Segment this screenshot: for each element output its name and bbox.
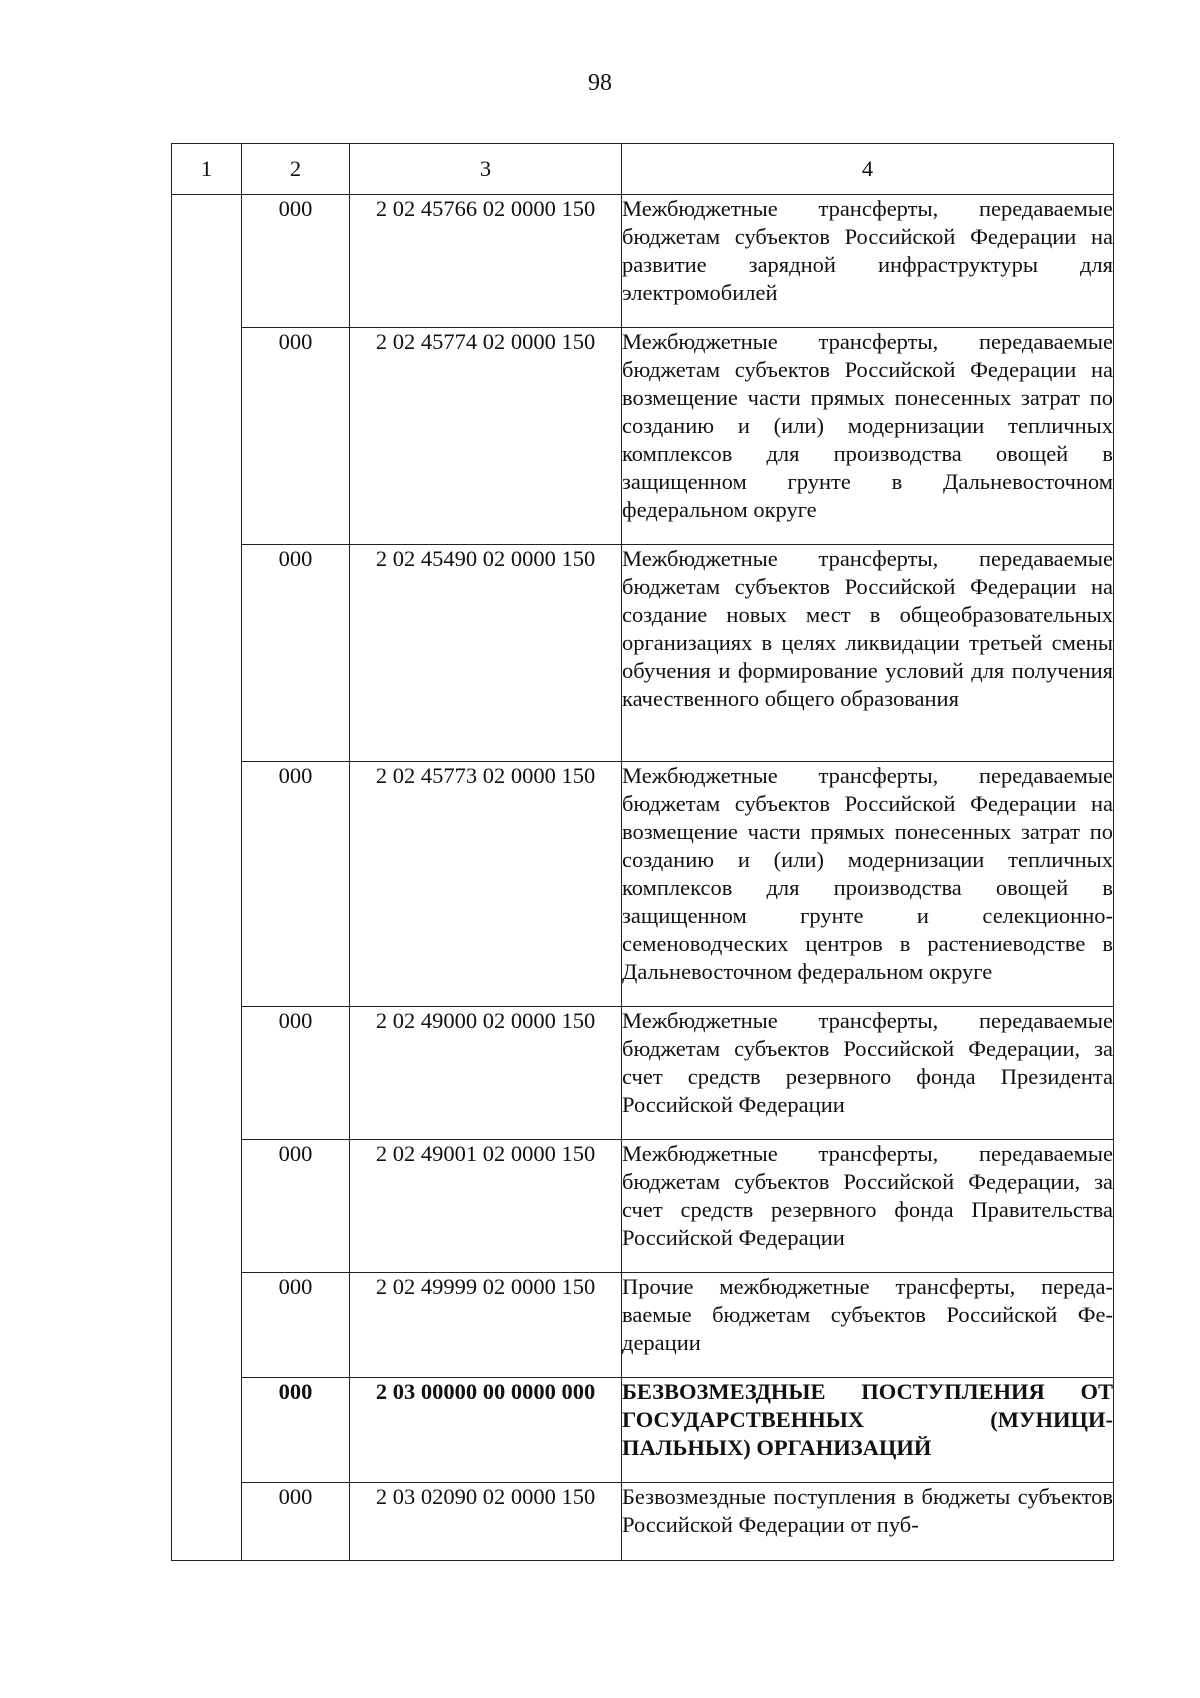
table-body (172, 195, 1114, 1561)
table-row (172, 762, 1114, 1007)
empty-col-1-cell (172, 195, 242, 1561)
header-col-3: 3 (350, 144, 622, 195)
budget-code-cell: 2 02 45490 02 0000 150 (350, 545, 622, 762)
budget-revenue-table (171, 143, 1114, 1561)
budget-code-cell: 2 03 02090 02 0000 150 (350, 1483, 622, 1561)
admin-code-cell: 000 (242, 1273, 350, 1378)
description-cell: БЕЗВОЗМЕЗДНЫЕ ПОСТУПЛЕНИЯ ОТ ГОСУДАРСТВЕННЫХ (МУНИЦИПАЛЬНЫХ) ОРГАНИЗАЦИЙ (622, 1378, 1114, 1483)
admin-code-cell: 000 (242, 195, 350, 328)
admin-code-cell: 000 (242, 762, 350, 1007)
budget-code-cell: 2 02 45766 02 0000 150 (350, 195, 622, 328)
table-row-section-heading (172, 1378, 1114, 1483)
budget-code-cell: 2 02 49999 02 0000 150 (350, 1273, 622, 1378)
admin-code-cell: 000 (242, 1483, 350, 1561)
header-col-4: 4 (622, 144, 1114, 195)
table-header-row (172, 144, 1114, 195)
description-cell: Межбюджетные трансферты, передаваемые бюджетам субъектов Российской Федерации на создание новых мест в общеобразовательных организациях в целях ликвидации третьей смены обучения и формирование условий для получения качественного общего образования (622, 545, 1114, 762)
description-cell: Межбюджетные трансферты, передаваемые бюджетам субъектов Российской Федерации, за счет средств резервного фонда Президента Российской Федерации (622, 1007, 1114, 1140)
description-cell: Прочие межбюджетные трансферты, передаваемые бюджетам субъектов Российской Федерации (622, 1273, 1114, 1378)
table-row (172, 1140, 1114, 1273)
budget-code-cell: 2 02 49001 02 0000 150 (350, 1140, 622, 1273)
admin-code-cell: 000 (242, 545, 350, 762)
table-row (172, 328, 1114, 545)
page-number: 98 (588, 70, 612, 96)
table-row (172, 1273, 1114, 1378)
description-cell: Безвозмездные поступления в бюджеты субъектов Российской Федерации от пуб- (622, 1483, 1114, 1561)
budget-code-cell: 2 02 49000 02 0000 150 (350, 1007, 622, 1140)
budget-code-cell: 2 02 45774 02 0000 150 (350, 328, 622, 545)
table-row (172, 1007, 1114, 1140)
description-cell: Межбюджетные трансферты, передаваемые бюджетам субъектов Российской Федерации на развитие зарядной инфраструктуры для электромобилей (622, 195, 1114, 328)
table-row (172, 195, 1114, 328)
table-row (172, 545, 1114, 762)
admin-code-cell: 000 (242, 1378, 350, 1483)
header-col-1: 1 (172, 144, 242, 195)
description-cell: Межбюджетные трансферты, передаваемые бюджетам субъектов Российской Федерации, за счет средств резервного фонда Правительства Российской Федерации (622, 1140, 1114, 1273)
admin-code-cell: 000 (242, 1140, 350, 1273)
admin-code-cell: 000 (242, 328, 350, 545)
header-col-2: 2 (242, 144, 350, 195)
description-cell: Межбюджетные трансферты, передаваемые бюджетам субъектов Российской Федерации на возмещение части прямых понесенных затрат по созданию и (или) модернизации тепличных комплексов для производства овощей в защищенном грунте и селекционно-семеноводческих центров в растениеводстве в Дальневосточном федеральном округе (622, 762, 1114, 1007)
budget-code-cell: 2 02 45773 02 0000 150 (350, 762, 622, 1007)
table-row (172, 1483, 1114, 1561)
admin-code-cell: 000 (242, 1007, 350, 1140)
description-cell: Межбюджетные трансферты, передаваемые бюджетам субъектов Российской Федерации на возмещение части прямых понесенных затрат по созданию и (или) модернизации тепличных комплексов для производства овощей в защищенном грунте в Дальневосточном федеральном округе (622, 328, 1114, 545)
budget-code-cell: 2 03 00000 00 0000 000 (350, 1378, 622, 1483)
